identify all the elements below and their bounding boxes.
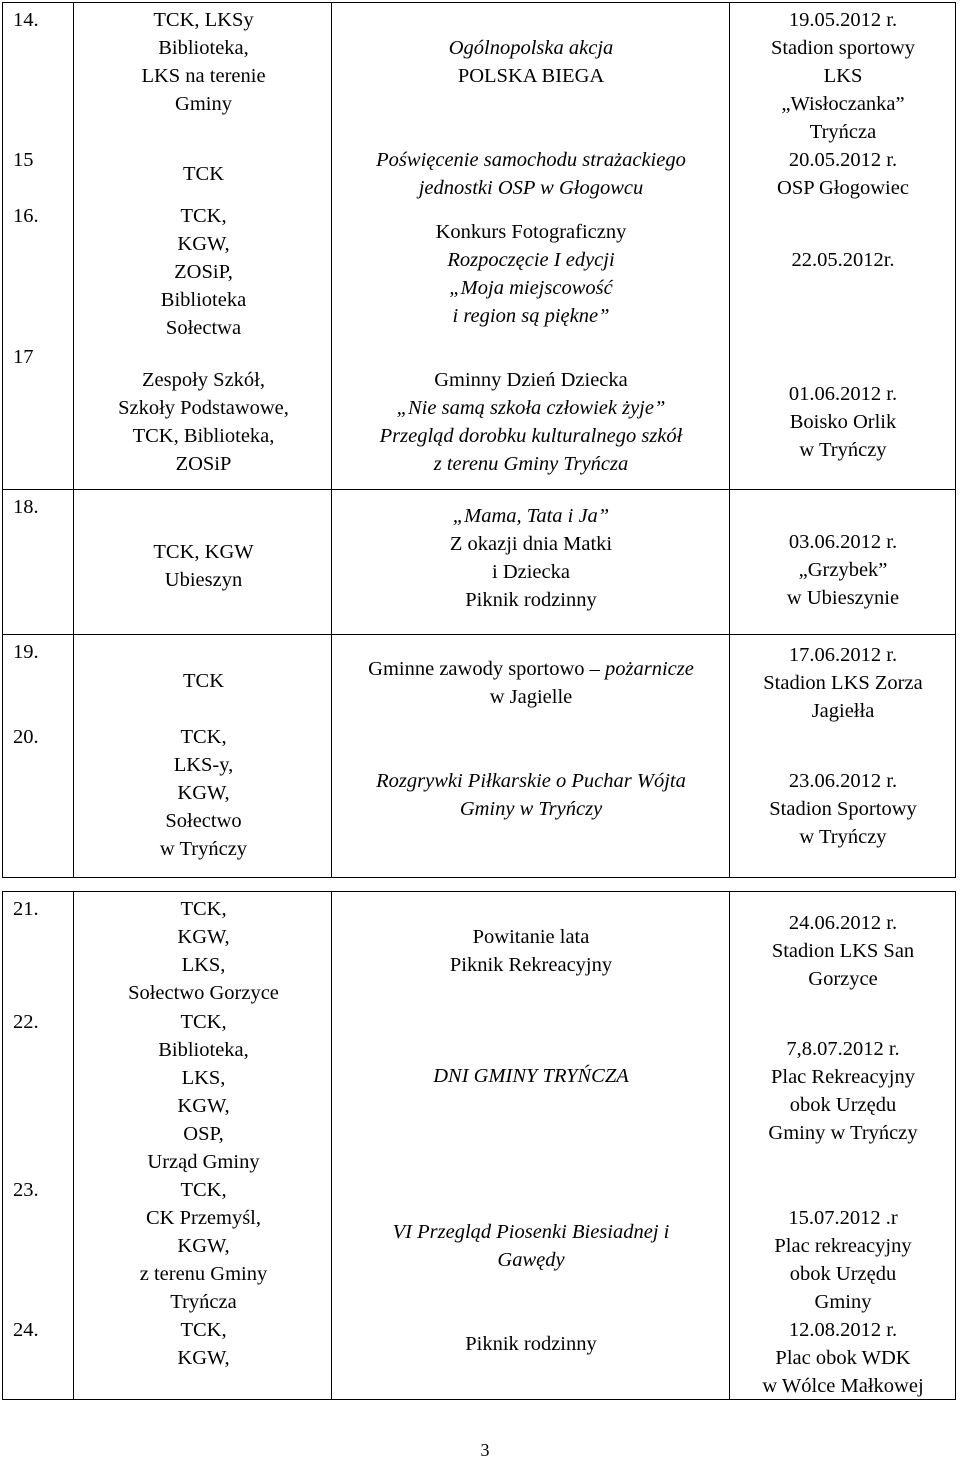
organizer-line: Biblioteka bbox=[160, 289, 247, 311]
column-divider bbox=[73, 3, 74, 489]
table-row bbox=[2, 2, 956, 490]
date-line: 23.06.2012 r. bbox=[788, 770, 898, 792]
row-number: 14. bbox=[13, 9, 39, 31]
event-line: jednostki OSP w Głogowcu bbox=[418, 177, 644, 199]
organizer-line: TCK, KGW bbox=[153, 541, 254, 563]
event-line: Piknik rodzinny bbox=[465, 589, 597, 611]
row-number: 21. bbox=[13, 898, 39, 920]
event-line: Powitanie lata bbox=[472, 926, 590, 948]
organizer-line: Gminy bbox=[175, 93, 232, 115]
organizer-cell bbox=[75, 1008, 332, 1176]
date-line: 19.05.2012 r. bbox=[788, 9, 898, 31]
organizer-line: KGW, bbox=[177, 1095, 230, 1117]
event-line: i region są piękne” bbox=[452, 305, 610, 327]
organizer-line: TCK bbox=[183, 163, 224, 185]
row-number: 16. bbox=[13, 205, 39, 227]
organizer-line: Tryńcza bbox=[170, 1291, 237, 1313]
page-number: 3 bbox=[480, 1440, 490, 1460]
event-title bbox=[333, 767, 729, 823]
event-line: Piknik Rekreacyjny bbox=[449, 954, 613, 976]
date-line: 15.07.2012 .r bbox=[788, 1207, 898, 1229]
event-line: Poświęcenie samochodu strażackiego bbox=[376, 149, 686, 171]
date-place-cell bbox=[731, 641, 955, 725]
date-place-cell bbox=[731, 767, 955, 851]
row-number: 19. bbox=[13, 641, 39, 663]
date-place-cell bbox=[731, 1204, 955, 1316]
column-divider bbox=[729, 892, 730, 1399]
organizer-cell bbox=[75, 366, 332, 478]
event-line: „Mama, Tata i Ja” bbox=[452, 505, 610, 527]
column-divider bbox=[73, 635, 74, 877]
place-line: Jagiełła bbox=[811, 700, 875, 722]
event-line: „Nie samą szkoła człowiek żyje” bbox=[396, 397, 666, 419]
organizer-line: KGW, bbox=[177, 1235, 230, 1257]
place-line: Stadion LKS San bbox=[771, 940, 915, 962]
date-line: 24.06.2012 r. bbox=[788, 912, 898, 934]
organizer-line: TCK, LKSy bbox=[153, 9, 254, 31]
place-line: OSP Głogowiec bbox=[777, 177, 909, 199]
place-line: LKS bbox=[823, 65, 863, 87]
date-line: 03.06.2012 r. bbox=[788, 531, 898, 553]
organizer-cell bbox=[75, 1316, 332, 1372]
organizer-cell bbox=[75, 1176, 332, 1316]
organizer-cell bbox=[75, 202, 332, 342]
place-line: Plac rekreacyjny bbox=[774, 1235, 912, 1257]
organizer-line: CK Przemyśl, bbox=[145, 1207, 262, 1229]
date-line: 12.08.2012 r. bbox=[788, 1319, 898, 1341]
date-line: 22.05.2012r. bbox=[791, 249, 895, 271]
place-line: obok Urzędu bbox=[789, 1263, 897, 1285]
column-divider bbox=[729, 490, 730, 634]
organizer-line: Biblioteka, bbox=[158, 37, 249, 59]
organizer-cell bbox=[75, 723, 332, 863]
organizer-line: Ubieszyn bbox=[164, 569, 243, 591]
event-line: Konkurs Fotograficzny bbox=[435, 221, 627, 243]
organizer-line: Zespoły Szkół, bbox=[142, 369, 265, 391]
organizer-line: TCK, bbox=[180, 898, 227, 920]
event-title bbox=[333, 923, 729, 979]
table-row bbox=[2, 634, 956, 878]
row-number: 23. bbox=[13, 1179, 39, 1201]
date-place-cell bbox=[731, 1035, 955, 1147]
event-title bbox=[333, 1062, 729, 1090]
organizer-line: TCK, bbox=[180, 1011, 227, 1033]
place-line: Gminy w Tryńczy bbox=[768, 1122, 918, 1144]
event-line: Gminy w Tryńczy bbox=[459, 798, 603, 820]
event-line: Rozgrywki Piłkarskie o Puchar Wójta bbox=[376, 770, 686, 792]
organizer-line: LKS-y, bbox=[173, 754, 234, 776]
date-place-cell bbox=[731, 528, 955, 612]
event-line: „Moja miejscowość bbox=[449, 277, 613, 299]
date-line: 20.05.2012 r. bbox=[788, 149, 898, 171]
organizer-line: Urząd Gminy bbox=[147, 1151, 260, 1173]
organizer-line: KGW, bbox=[177, 233, 230, 255]
organizer-line: KGW, bbox=[177, 926, 230, 948]
organizer-line: LKS, bbox=[181, 1067, 226, 1089]
organizer-line: w Tryńczy bbox=[159, 838, 248, 860]
event-title bbox=[333, 34, 729, 90]
date-place-cell bbox=[731, 1316, 955, 1400]
organizer-line: KGW, bbox=[177, 1347, 230, 1369]
row-number: 18. bbox=[13, 496, 39, 518]
organizer-line: ZOSiP, bbox=[174, 261, 233, 283]
place-line: Gorzyce bbox=[808, 968, 878, 990]
event-title bbox=[333, 1218, 729, 1274]
row-number: 24. bbox=[13, 1319, 39, 1341]
place-line: Boisko Orlik bbox=[789, 411, 897, 433]
event-line: POLSKA BIEGA bbox=[457, 65, 605, 87]
event-title bbox=[333, 146, 729, 202]
organizer-line: TCK bbox=[183, 670, 224, 692]
event-title bbox=[333, 502, 729, 614]
place-line: w Ubieszynie bbox=[786, 587, 900, 609]
event-title bbox=[333, 655, 729, 711]
organizer-cell bbox=[75, 538, 332, 594]
place-line: Gminy bbox=[814, 1291, 872, 1313]
date-line: 7,8.07.2012 r. bbox=[786, 1038, 900, 1060]
event-line: VI Przegląd Piosenki Biesiadnej i bbox=[392, 1221, 670, 1243]
row-number: 20. bbox=[13, 726, 39, 748]
date-line: 01.06.2012 r. bbox=[788, 383, 898, 405]
place-line: w Tryńczy bbox=[799, 439, 887, 461]
place-line: „Grzybek” bbox=[798, 559, 888, 581]
organizer-cell bbox=[75, 895, 332, 1007]
event-line: Gminne zawody sportowo – bbox=[368, 658, 606, 680]
column-divider bbox=[729, 635, 730, 877]
organizer-cell bbox=[75, 160, 332, 188]
event-line: Rozpoczęcie I edycji bbox=[447, 249, 615, 271]
event-line: w Jagielle bbox=[489, 686, 573, 708]
event-line: Ogólnopolska akcja bbox=[448, 37, 614, 59]
place-line: Stadion LKS Zorza bbox=[763, 672, 923, 694]
date-place-cell bbox=[731, 246, 955, 274]
date-line: 17.06.2012 r. bbox=[788, 644, 898, 666]
place-line: Plac Rekreacyjny bbox=[770, 1066, 915, 1088]
date-place-cell bbox=[731, 380, 955, 464]
organizer-line: KGW, bbox=[177, 782, 230, 804]
event-line: z terenu Gminy Tryńcza bbox=[433, 453, 629, 475]
event-line: i Dziecka bbox=[492, 561, 570, 583]
organizer-line: TCK, bbox=[180, 1179, 227, 1201]
row-number: 17 bbox=[13, 346, 34, 368]
organizer-line: TCK, bbox=[180, 726, 227, 748]
row-number: 22. bbox=[13, 1011, 39, 1033]
table-row bbox=[2, 489, 956, 635]
organizer-line: Biblioteka, bbox=[158, 1039, 249, 1061]
table-row bbox=[2, 891, 956, 1400]
organizer-line: LKS na terenie bbox=[141, 65, 266, 87]
event-title bbox=[333, 366, 729, 478]
event-line: pożarnicze bbox=[605, 658, 694, 680]
place-line: Plac obok WDK bbox=[775, 1347, 911, 1369]
event-line: Piknik rodzinny bbox=[465, 1333, 597, 1355]
place-line: „Wisłoczanka” bbox=[781, 93, 905, 115]
date-place-cell bbox=[731, 6, 955, 146]
place-line: Stadion sportowy bbox=[770, 37, 916, 59]
organizer-line: LKS, bbox=[181, 954, 226, 976]
event-line: Gawędy bbox=[497, 1249, 565, 1271]
organizer-line: Sołectwo bbox=[165, 810, 242, 832]
place-line: w Tryńczy bbox=[799, 826, 887, 848]
column-divider bbox=[729, 3, 730, 489]
date-place-cell bbox=[731, 909, 955, 993]
place-line: Stadion Sportowy bbox=[769, 798, 917, 820]
column-divider bbox=[73, 892, 74, 1399]
organizer-line: OSP, bbox=[183, 1123, 224, 1145]
organizer-line: TCK, bbox=[180, 1319, 227, 1341]
event-line: DNI GMINY TRYŃCZA bbox=[433, 1065, 629, 1087]
organizer-cell bbox=[75, 6, 332, 118]
column-divider bbox=[73, 490, 74, 634]
event-title bbox=[333, 1330, 729, 1358]
event-title bbox=[333, 218, 729, 330]
place-line: obok Urzędu bbox=[789, 1094, 897, 1116]
event-line: Gminny Dzień Dziecka bbox=[434, 369, 628, 391]
place-line: Tryńcza bbox=[809, 121, 877, 143]
organizer-line: ZOSiP bbox=[175, 453, 232, 475]
organizer-line: Szkoły Podstawowe, bbox=[118, 397, 289, 419]
organizer-line: TCK, Biblioteka, bbox=[132, 425, 275, 447]
event-line: Przegląd dorobku kulturalnego szkół bbox=[379, 425, 683, 447]
place-line: w Wólce Małkowej bbox=[762, 1375, 924, 1397]
organizer-cell bbox=[75, 667, 332, 695]
organizer-line: TCK, bbox=[180, 205, 227, 227]
organizer-line: Sołectwo Gorzyce bbox=[128, 982, 279, 1004]
organizer-line: Sołectwa bbox=[165, 317, 242, 339]
event-line: Z okazji dnia Matki bbox=[449, 533, 613, 555]
organizer-line: z terenu Gminy bbox=[139, 1263, 268, 1285]
row-number: 15 bbox=[13, 149, 34, 171]
date-place-cell bbox=[731, 146, 955, 202]
